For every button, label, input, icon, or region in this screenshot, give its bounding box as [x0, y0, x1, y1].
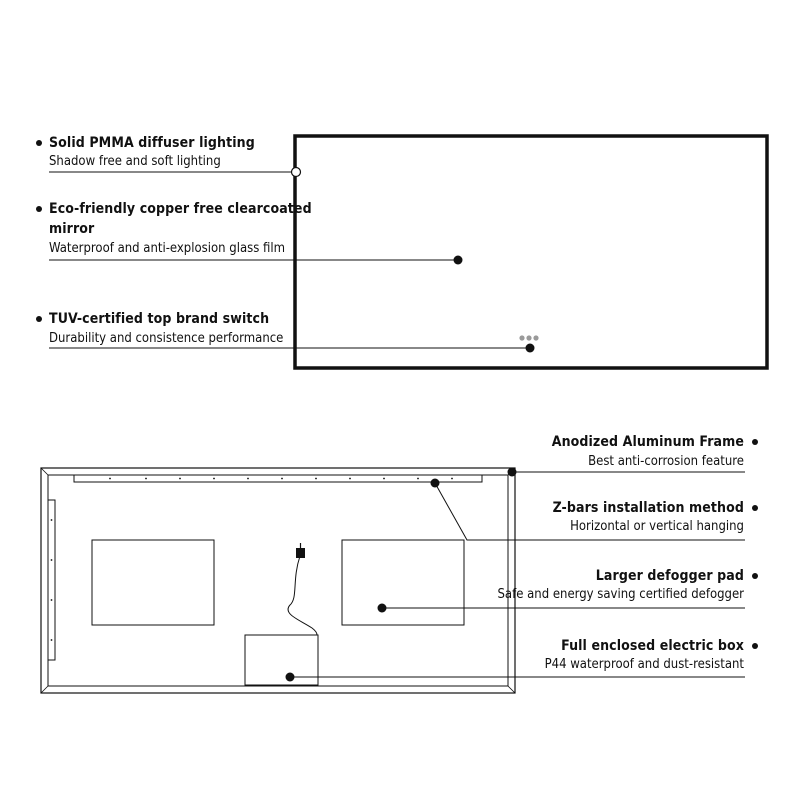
feature-title-pmma: Solid PMMA diffuser lighting [49, 135, 255, 151]
feature-desc-defogger: Safe and energy saving certified defogger [497, 587, 744, 602]
mirror-back-inner-frame [48, 475, 508, 686]
feature-title-switch: TUV-certified top brand switch [49, 311, 270, 327]
switch-dot-2 [526, 335, 531, 340]
anchor-frame [508, 468, 517, 477]
feature-title-mirror-line1: Eco-friendly copper free clearcoated [49, 201, 312, 217]
feature-desc-box: P44 waterproof and dust-resistant [544, 657, 744, 672]
frame-corner-bl [41, 686, 48, 693]
feature-title-defogger: Larger defogger pad [595, 568, 744, 584]
feature-desc-pmma: Shadow free and soft lighting [49, 154, 221, 169]
bullet-switch [36, 316, 42, 322]
switch-dot-3 [533, 335, 538, 340]
anchor-mirror [454, 256, 463, 265]
bullet-mirror [36, 206, 42, 212]
anchor-pmma [292, 168, 301, 177]
feature-desc-zbar: Horizontal or vertical hanging [570, 519, 744, 534]
defogger-pad-right [342, 540, 464, 625]
mirror-front-frame [295, 136, 767, 368]
anchor-switch [526, 344, 535, 353]
z-bar-horizontal [74, 475, 482, 482]
bullet-frame [752, 439, 758, 445]
bullet-zbar [752, 505, 758, 511]
feature-desc-frame: Best anti-corrosion feature [588, 454, 744, 469]
power-plug-icon [296, 543, 305, 558]
frame-corner-tl [41, 468, 48, 475]
defogger-pad-left [92, 540, 214, 625]
bullet-pmma [36, 140, 42, 146]
frame-corner-br [508, 686, 515, 693]
feature-desc-switch: Durability and consistence performance [49, 331, 284, 346]
anchor-zbar [431, 479, 440, 488]
feature-title-zbar: Z-bars installation method [552, 500, 744, 516]
power-cord [288, 556, 317, 635]
feature-desc-mirror: Waterproof and anti-explosion glass film [49, 241, 286, 256]
mirror-back-outer-frame [41, 468, 515, 693]
z-bar-vertical [48, 500, 55, 660]
bullet-defogger [752, 573, 758, 579]
bullet-box [752, 643, 758, 649]
z-bar-vertical-screws [51, 519, 53, 641]
anchor-defogger [378, 604, 387, 613]
feature-title-mirror-line2: mirror [49, 221, 95, 237]
switch-dot-1 [519, 335, 524, 340]
feature-title-box: Full enclosed electric box [561, 638, 744, 654]
anchor-box [286, 673, 295, 682]
feature-title-frame: Anodized Aluminum Frame [551, 434, 744, 450]
z-bar-screws [109, 478, 453, 480]
